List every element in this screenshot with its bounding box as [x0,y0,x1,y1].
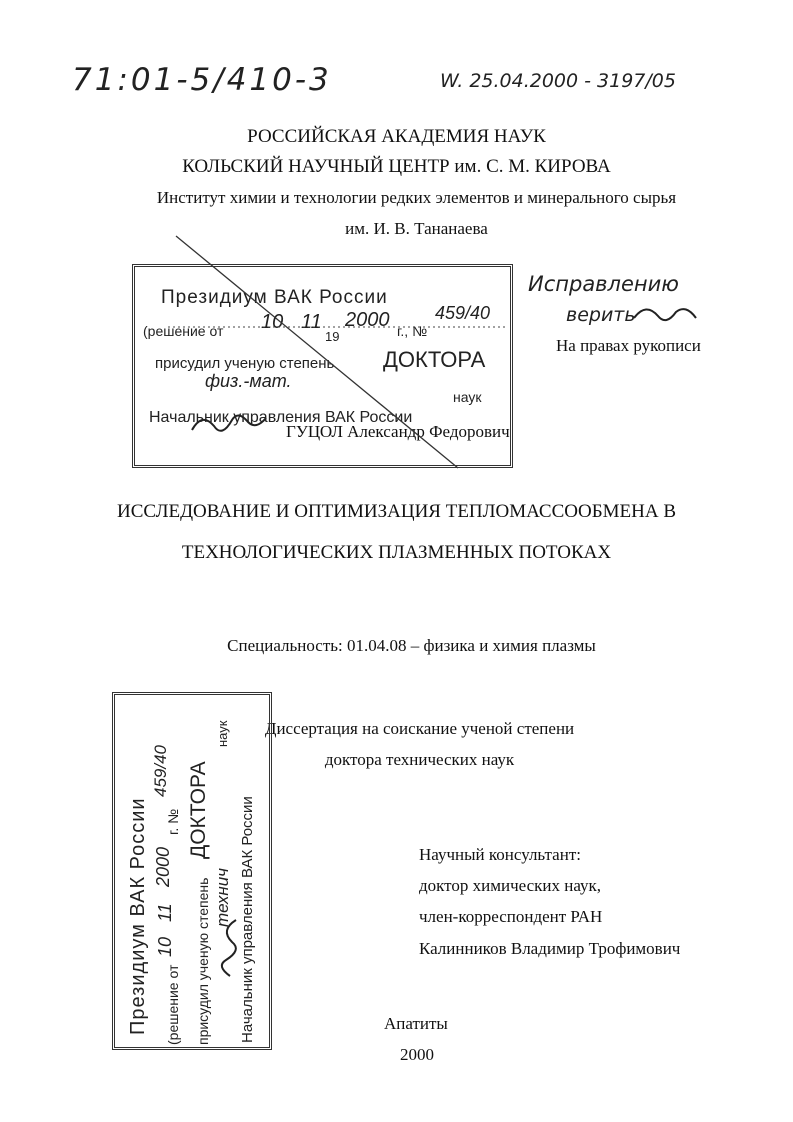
stamp-decision-prefix: (решение от [143,323,224,339]
stamp-awarded: присудил ученую степень [155,355,335,372]
degree-line2: доктора технических наук [324,750,515,769]
stamp-number-label: г., № [397,323,428,339]
side-stamp-org: Президиум ВАК России [127,797,149,1035]
institute-name: им. И. В. Тананаева [345,219,488,238]
consultant-degree: доктор химических наук, [419,876,602,895]
side-stamp-awarded: присудил ученую степень [195,877,211,1045]
dissertation-title-line1: ИССЛЕДОВАНИЕ И ОПТИМИЗАЦИЯ ТЕПЛОМАССООБМЕНА В [117,501,676,522]
academy-heading: РОССИЙСКАЯ АКАДЕМИЯ НАУК [247,126,546,147]
diagonal-pen-stroke [176,236,458,468]
stamp-org: Президиум ВАК России [161,287,388,308]
signature-side [222,920,236,976]
author-name: ГУЦОЛ Александр Федорович [286,422,510,441]
center-heading: КОЛЬСКИЙ НАУЧНЫЙ ЦЕНТР им. С. М. КИРОВА [182,156,611,177]
stamp-degree: ДОКТОРА [383,347,486,372]
archive-code: 71:01-5/410-3 [72,62,332,98]
degree-line1: Диссертация на соискание ученой степени [264,719,575,738]
signature-note [634,309,696,320]
stamp-day: 10 [261,311,284,333]
side-stamp-nauk: наук [215,720,230,747]
side-stamp-day: 10 [155,936,175,957]
side-stamp-year-hand: 2000 [153,846,173,887]
stamp-number-hand: 459/40 [435,303,491,323]
consultant-rank: член-корреспондент РАН [419,907,603,926]
consultant-label: Научный консультант: [419,845,581,864]
stamp-head: Начальник управления ВАК России [149,409,413,426]
correction-note-line2: верить [566,304,636,326]
side-stamp-field-hand: технич [213,868,232,927]
stamp-nauk: наук [453,389,482,405]
stamp-year-hand: 2000 [345,309,390,331]
stamp-month: 11 [301,311,322,333]
manuscript-note: На правах рукописи [556,336,701,355]
institute-heading: Институт химии и технологии редких элементов и минерального сырья [156,188,677,207]
specialty: Специальность: 01.04.08 – физика и химия плазмы [227,636,596,655]
stamp-year-printed: 19 [325,329,340,344]
dissertation-title-line2: ТЕХНОЛОГИЧЕСКИХ ПЛАЗМЕННЫХ ПОТОКАХ [181,542,612,563]
side-stamp-number-label: г. № [165,808,181,835]
side-stamp-number-hand: 459/40 [151,745,170,797]
registration-number: W. 25.04.2000 - 3197/05 [440,70,676,92]
side-stamp-head: Начальник управления ВАК России [239,796,256,1043]
correction-note-line1: Исправлению [528,272,679,296]
side-stamp-month: 11 [155,903,175,922]
city: Апатиты [384,1014,448,1033]
side-stamp-decision-prefix: (решение от [165,964,181,1045]
stamp-field-hand: физ.-мат. [205,371,292,391]
year: 2000 [400,1045,434,1064]
consultant-name: Калинников Владимир Трофимович [419,939,681,958]
signature-top [192,415,266,430]
side-stamp-degree: ДОКТОРА [187,761,210,859]
